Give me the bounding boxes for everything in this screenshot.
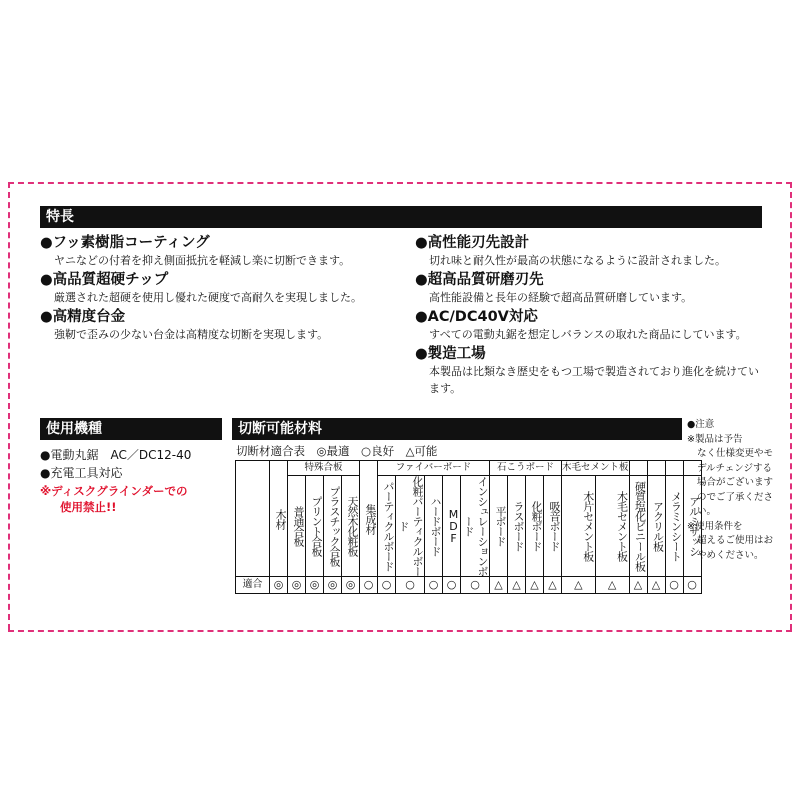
- feature-desc: すべての電動丸鋸を想定しバランスの取れた商品にしています。: [429, 328, 747, 341]
- fit-mark: ◎: [270, 577, 288, 594]
- cut-line-left: [8, 182, 10, 630]
- material-name: アクリル板: [647, 476, 665, 577]
- material-name: メラミンシート: [665, 476, 683, 577]
- group-fiber: ファイバーボード: [378, 461, 490, 476]
- feature-desc: ヤニなどの付着を抑え側面抵抗を軽減し楽に切断できます。: [54, 254, 351, 267]
- usage-warning-line1: ※ディスクグラインダーでの: [40, 484, 188, 498]
- feature-desc: 本製品は比類なき歴史をもつ工場で製造されており進化を続けています。: [429, 365, 759, 395]
- material-name: MDF: [443, 476, 461, 577]
- material-name: 吸音ボード: [544, 476, 562, 577]
- group-cement: 木毛セメント板: [562, 461, 630, 476]
- material-name: 化粧パーティクルボード: [397, 476, 424, 576]
- material-name: インシュレーションボード: [462, 476, 489, 576]
- feature-item: [415, 346, 769, 397]
- material-name: 硬質塩化ビニール板: [629, 476, 647, 577]
- fit-mark: ◎: [342, 577, 360, 594]
- fit-mark: △: [595, 577, 629, 594]
- material-name: 平ボード: [490, 476, 508, 577]
- table-corner: [236, 461, 270, 577]
- fit-mark: ○: [378, 577, 396, 594]
- material-name: アルミサッシ: [683, 476, 701, 577]
- feature-desc: 強靭で歪みの少ない台金は高精度な切断を実現します。: [54, 328, 329, 341]
- material-name: 木毛セメント板: [595, 476, 629, 577]
- material-name: ラスボード: [508, 476, 526, 577]
- feature-desc: 切れ味と耐久性が最高の状態になるように設計されました。: [429, 254, 726, 267]
- feature-item: [415, 235, 726, 269]
- caution-notes: [687, 418, 773, 563]
- usage-warning: [40, 483, 187, 515]
- cut-line-right: [790, 182, 792, 630]
- material-name: 集成材: [360, 461, 378, 577]
- group-special: 特殊合板: [288, 461, 360, 476]
- fit-mark: ○: [396, 577, 425, 594]
- feature-title: ●超高品質研磨刃先: [415, 272, 544, 288]
- feature-item: [40, 235, 350, 269]
- features-header: 特長: [40, 206, 762, 228]
- cutting-legend: 切断材適合表 ◎最適 ○良好 △可能: [236, 444, 438, 458]
- usage-warning-line2: 使用禁止!!: [60, 500, 117, 514]
- fit-mark: ◎: [324, 577, 342, 594]
- material-name: プラスチック合板: [324, 476, 342, 577]
- feature-item: [415, 309, 747, 343]
- feature-desc: 高性能設備と長年の経験で超高品質研磨しています。: [429, 291, 693, 304]
- feature-title: ●AC/DC40V対応: [415, 309, 538, 325]
- fit-row-label: 適合: [236, 577, 270, 594]
- note-1-line1: ※製品は予告: [687, 433, 743, 445]
- fit-mark: △: [544, 577, 562, 594]
- usage-item: ●電動丸鋸 AC／DC12-40: [40, 448, 192, 462]
- fit-mark: △: [526, 577, 544, 594]
- usage-item: ●充電工具対応: [40, 466, 123, 480]
- fit-mark: △: [490, 577, 508, 594]
- fit-mark: ○: [665, 577, 683, 594]
- fit-mark: ○: [683, 577, 701, 594]
- feature-title: ●高精度台金: [40, 309, 126, 325]
- feature-title: ●製造工場: [415, 346, 486, 362]
- header-spacer: [647, 461, 665, 476]
- material-name: 木材: [270, 461, 288, 577]
- feature-title: ●高品質超硬チップ: [40, 272, 169, 288]
- fit-mark: ○: [461, 577, 490, 594]
- cut-line-bottom: [8, 630, 792, 632]
- material-name: ハードボード: [425, 476, 443, 577]
- notes-title: ●注意: [687, 419, 715, 430]
- feature-title: ●フッ素樹脂コーティング: [40, 235, 210, 251]
- note-1-rest: なく仕様変更やモデルチェンジする場合がございますのでご了承ください。: [697, 448, 774, 517]
- fit-mark: △: [562, 577, 596, 594]
- fit-mark: ○: [360, 577, 378, 594]
- material-table: [235, 460, 702, 594]
- usage-header: 使用機種: [40, 418, 222, 440]
- material-name: パーティクルボード: [378, 476, 396, 577]
- material-name: プリント合板: [306, 476, 324, 577]
- cutting-header: 切断可能材料: [232, 418, 682, 440]
- feature-item: [40, 309, 328, 343]
- fit-mark: ○: [443, 577, 461, 594]
- material-name: 普通合板: [288, 476, 306, 577]
- fit-mark: ○: [425, 577, 443, 594]
- note-2-line1: ※使用条件を: [687, 520, 743, 532]
- fit-mark: △: [629, 577, 647, 594]
- group-gypsum: 石こうボード: [490, 461, 562, 476]
- feature-item: [40, 272, 362, 306]
- feature-desc: 厳選された超硬を使用し優れた硬度で高耐久を実現しました。: [54, 291, 362, 304]
- cut-line-top: [8, 182, 792, 184]
- material-name: 天然木化粧板: [342, 476, 360, 577]
- feature-title: ●高性能刃先設計: [415, 235, 530, 251]
- header-spacer: [665, 461, 683, 476]
- fit-mark: △: [647, 577, 665, 594]
- note-2-rest: 超えるご使用はおやめください。: [697, 535, 774, 561]
- fit-mark: ◎: [288, 577, 306, 594]
- fit-mark: △: [508, 577, 526, 594]
- fit-mark: ◎: [306, 577, 324, 594]
- header-spacer: [629, 461, 647, 476]
- material-name: 木片セメント板: [562, 476, 596, 577]
- material-name: 化粧ボード: [526, 476, 544, 577]
- feature-item: [415, 272, 692, 306]
